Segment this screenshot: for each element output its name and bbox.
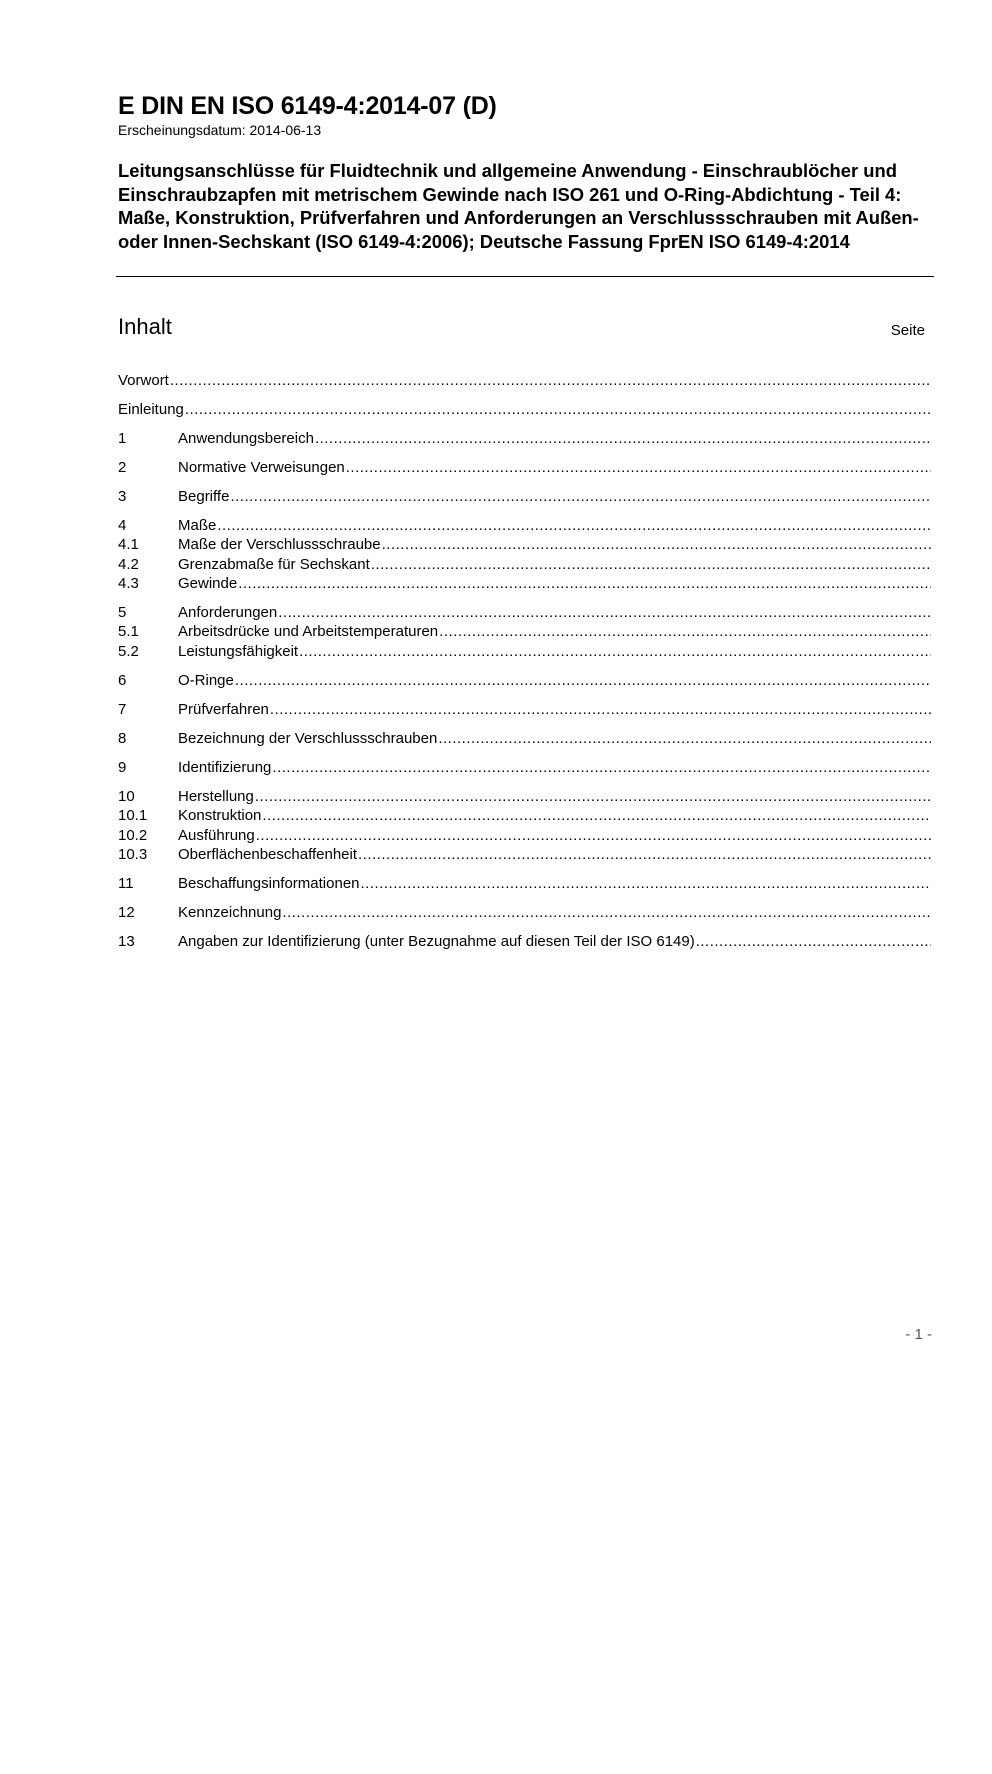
toc-entry-number: 1 bbox=[118, 429, 127, 447]
toc-entry-label: Begriffe bbox=[178, 487, 230, 505]
toc-entry-label: Konstruktion bbox=[178, 807, 262, 825]
toc-entry-label: O-Ringe bbox=[178, 671, 234, 689]
toc-entry-label: Oberflächenbeschaffenheit bbox=[178, 845, 358, 863]
toc-entry-number: 8 bbox=[118, 729, 127, 747]
toc-entry-number: 10.3 bbox=[118, 845, 148, 863]
toc-entry-label: Ausführung bbox=[178, 826, 255, 844]
toc-entry-label: Grenzabmaße für Sechskant bbox=[178, 555, 370, 573]
toc-entry-number: 12 bbox=[118, 903, 135, 921]
document-id: E DIN EN ISO 6149-4:2014-07 (D) bbox=[118, 92, 497, 120]
table-of-contents bbox=[118, 371, 932, 951]
toc-entry-label: Kennzeichnung bbox=[178, 903, 282, 921]
toc-entry-label: Angaben zur Identifizierung (unter Bezugnahme auf diesen Teil der ISO 6149) bbox=[178, 932, 695, 950]
toc-entry-number: 9 bbox=[118, 758, 127, 776]
toc-entry-number: 5 bbox=[118, 604, 127, 622]
publication-date: Erscheinungsdatum: 2014-06-13 bbox=[118, 122, 322, 138]
toc-entry-page bbox=[118, 932, 932, 951]
toc-entry-label: Prüfverfahren bbox=[178, 700, 269, 718]
toc-entry-label: Anforderungen bbox=[178, 604, 278, 622]
toc-entry-label: Herstellung bbox=[178, 787, 254, 805]
toc-entry-number: 4.2 bbox=[118, 555, 139, 573]
toc-entry-label: Arbeitsdrücke und Arbeitstemperaturen bbox=[178, 623, 439, 641]
toc-entry-number: 10.1 bbox=[118, 807, 148, 825]
toc-entry-number: 13 bbox=[118, 932, 135, 950]
toc-entry-number: 5.1 bbox=[118, 623, 139, 641]
toc-entry-number: 4 bbox=[118, 516, 127, 534]
document-title: Leitungsanschlüsse für Fluidtechnik und allgemeine Anwendung - Einschraublöcher und Einschraubzapfen mit metrischem Gewinde nach ISO 261 und O-Ring-Abdichtung - Teil 4: Maße, Konstruktion, Prüfverfahren und Anforderungen an Verschlussschrauben mit Außen- oder Innen-Sechskant (ISO 6149-4:2006); Deutsche Fassung FprEN ISO 6149-4:2014 bbox=[118, 160, 919, 252]
toc-entry-number: 3 bbox=[118, 487, 127, 505]
toc-entry-number: 4.1 bbox=[118, 536, 139, 554]
toc-entry-label: Identifizierung bbox=[178, 758, 272, 776]
toc-entry-number: 10.2 bbox=[118, 826, 148, 844]
toc-entry-label: Leistungsfähigkeit bbox=[178, 642, 299, 660]
toc-entry-number: 2 bbox=[118, 458, 127, 476]
toc-entry-number: 7 bbox=[118, 700, 127, 718]
toc-page-column-label: Seite bbox=[890, 322, 925, 339]
toc-entry-number: 6 bbox=[118, 671, 127, 689]
toc-entry-label: Beschaffungsinformationen bbox=[178, 874, 360, 892]
toc-entry-number: 5.2 bbox=[118, 642, 139, 660]
toc-entry-label: Anwendungsbereich bbox=[178, 429, 314, 447]
toc-entry-number: 4.3 bbox=[118, 575, 139, 593]
toc-entry-label: Bezeichnung der Verschlussschrauben bbox=[178, 729, 438, 747]
toc-entry[interactable] bbox=[118, 932, 932, 951]
page-number: - 1 - bbox=[905, 1326, 932, 1343]
toc-entry-number: 10 bbox=[118, 787, 135, 805]
toc-entry-number: 11 bbox=[118, 874, 134, 892]
toc-heading: Inhalt bbox=[118, 314, 172, 339]
toc-entry-label: Maße bbox=[178, 516, 217, 534]
toc-entry-label: Normative Verweisungen bbox=[178, 458, 345, 476]
toc-entry-label: Gewinde bbox=[178, 575, 238, 593]
toc-entry-label: Einleitung bbox=[118, 400, 184, 418]
toc-entry-label: Vorwort bbox=[118, 372, 169, 389]
title-divider bbox=[116, 276, 934, 277]
toc-entry-label: Maße der Verschlussschraube bbox=[178, 536, 381, 554]
